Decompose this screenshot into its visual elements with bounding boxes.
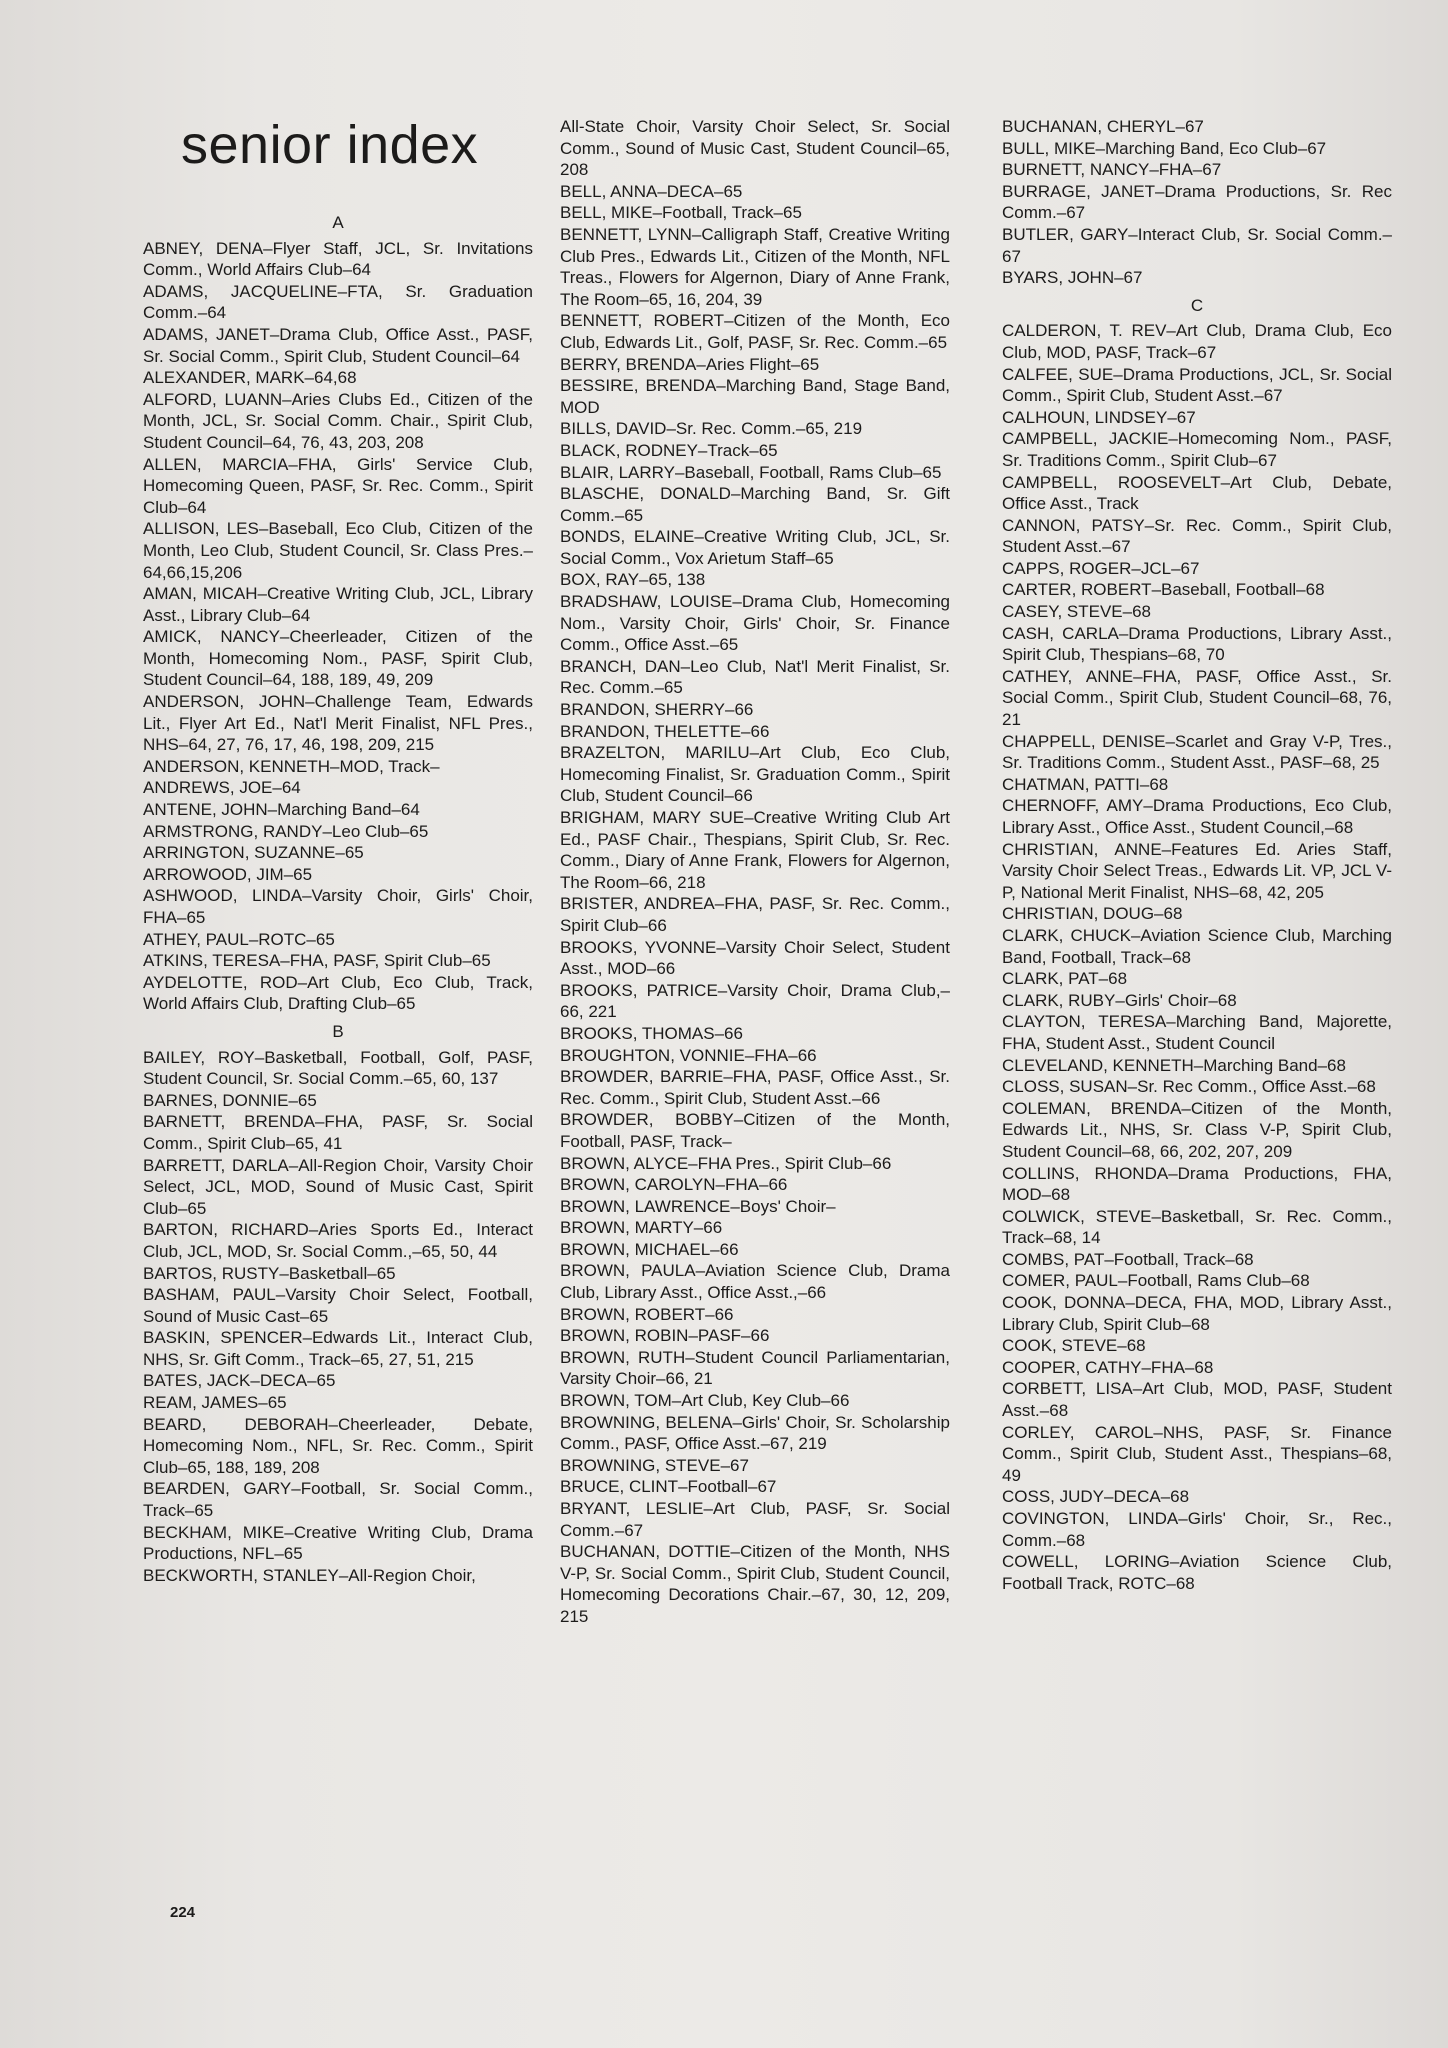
- index-entry: ARROWOOD, JIM–65: [143, 864, 313, 884]
- page-number: 224: [170, 1904, 196, 1921]
- index-column-2: [560, 116, 950, 1628]
- index-column-3: [1002, 116, 1392, 1594]
- index-entry: BRUCE, CLINT–Football–67: [560, 1477, 777, 1497]
- index-entry: CHATMAN, PATTI–68: [1002, 774, 1169, 794]
- index-entry: BROWNING, STEVE–67: [560, 1455, 749, 1475]
- index-entry: COLEMAN, BRENDA–Citizen of the Month, Edwards Lit., NHS, Sr. Class V-P, Spirit Club, Student Council–68, 66, 202, 207, 209: [1002, 1098, 1392, 1161]
- index-entry: CAPPS, ROGER–JCL–67: [1002, 558, 1200, 578]
- index-entry: BARRETT, DARLA–All-Region Choir, Varsity Choir Select, JCL, MOD, Sound of Music Cast, Spirit Club–65: [143, 1155, 533, 1218]
- index-entry: BRANDON, THELETTE–66: [560, 721, 770, 741]
- index-entry: BROOKS, THOMAS–66: [560, 1023, 743, 1043]
- index-entry: BLASCHE, DONALD–Marching Band, Sr. Gift Comm.–65: [560, 484, 950, 525]
- index-column-1: [143, 206, 533, 1586]
- index-entry: BROWDER, BOBBY–Citizen of the Month, Football, PASF, Track–: [560, 1110, 950, 1151]
- index-entry: ALLISON, LES–Baseball, Eco Club, Citizen of the Month, Leo Club, Student Council, Sr. Class Pres.–64,66,15,206: [143, 519, 533, 582]
- index-entry: BELL, ANNA–DECA–65: [560, 181, 743, 201]
- index-entry: BURRAGE, JANET–Drama Productions, Sr. Rec Comm.–67: [1002, 181, 1392, 223]
- page-title: senior index: [181, 115, 479, 175]
- index-entry: ANTENE, JOHN–Marching Band–64: [143, 800, 420, 820]
- index-entry: All-State Choir, Varsity Choir Select, Sr. Social Comm., Sound of Music Cast, Student Council–65, 208: [560, 117, 950, 180]
- index-entry: CLAYTON, TERESA–Marching Band, Majorette, FHA, Student Asst., Student Council: [1002, 1012, 1392, 1053]
- index-entry: BROWN, MICHAEL–66: [560, 1239, 739, 1259]
- index-entry: COLLINS, RHONDA–Drama Productions, FHA, MOD–68: [1002, 1163, 1392, 1205]
- index-entry: BROWN, TOM–Art Club, Key Club–66: [560, 1391, 850, 1411]
- index-entry: BESSIRE, BRENDA–Marching Band, Stage Band, MOD: [560, 376, 950, 417]
- index-entry: BROWNING, BELENA–Girls' Choir, Sr. Scholarship Comm., PASF, Office Asst.–67, 219: [560, 1412, 950, 1454]
- index-entry: BROWN, CAROLYN–FHA–66: [560, 1175, 788, 1195]
- index-entry: ATHEY, PAUL–ROTC–65: [143, 929, 335, 949]
- index-entry: REAM, JAMES–65: [143, 1393, 287, 1413]
- index-entry: BASHAM, PAUL–Varsity Choir Select, Football, Sound of Music Cast–65: [143, 1285, 533, 1326]
- index-entry: ADAMS, JANET–Drama Club, Office Asst., PASF, Sr. Social Comm., Spirit Club, Student Council–64: [143, 324, 533, 366]
- index-entry: BENNETT, LYNN–Calligraph Staff, Creative Writing Club Pres., Edwards Lit., Citizen of the Month, NFL Treas., Flowers for Algernon, Diary of Anne Frank, The Room–65, 16, 204, 39: [560, 224, 950, 309]
- index-entry: BILLS, DAVID–Sr. Rec. Comm.–65, 219: [560, 419, 863, 439]
- index-entry: BRIGHAM, MARY SUE–Creative Writing Club Art Ed., PASF Chair., Thespians, Spirit Club, Sr. Rec. Comm., Diary of Anne Frank, Flowers for Algernon, The Room–66, 218: [560, 808, 950, 892]
- index-entry: BARTON, RICHARD–Aries Sports Ed., Interact Club, JCL, MOD, Sr. Social Comm.,–65, 50, 44: [143, 1220, 533, 1261]
- index-entry: ALFORD, LUANN–Aries Clubs Ed., Citizen of the Month, JCL, Sr. Social Comm. Chair., Spirit Club, Student Council–64, 76, 43, 203, 208: [143, 389, 533, 452]
- index-entry: BROWN, ALYCE–FHA Pres., Spirit Club–66: [560, 1153, 892, 1173]
- index-entry: BROOKS, YVONNE–Varsity Choir Select, Student Asst., MOD–66: [560, 937, 950, 979]
- index-entry: BARNES, DONNIE–65: [143, 1090, 317, 1110]
- index-entry: ASHWOOD, LINDA–Varsity Choir, Girls' Choir, FHA–65: [143, 886, 533, 927]
- index-entry: ADAMS, JACQUELINE–FTA, Sr. Graduation Comm.–64: [143, 281, 533, 323]
- index-entry: COWELL, LORING–Aviation Science Club, Football Track, ROTC–68: [1002, 1552, 1392, 1593]
- index-entry: CARTER, ROBERT–Baseball, Football–68: [1002, 580, 1325, 600]
- index-entry: BELL, MIKE–Football, Track–65: [560, 203, 802, 223]
- index-entry: BYARS, JOHN–67: [1002, 268, 1143, 288]
- index-entry: CHRISTIAN, ANNE–Features Ed. Aries Staff, Varsity Choir Select Treas., Edwards Lit. VP, JCL V-P, National Merit Finalist, NHS–68, 42, 205: [1002, 839, 1392, 902]
- index-entry: BRAZELTON, MARILU–Art Club, Eco Club, Homecoming Finalist, Sr. Graduation Comm., Spirit Club, Student Council–66: [560, 743, 950, 806]
- index-entry: CHAPPELL, DENISE–Scarlet and Gray V-P, Tres., Sr. Traditions Comm., Student Asst., PASF–68, 25: [1002, 731, 1392, 773]
- index-entry: CATHEY, ANNE–FHA, PASF, Office Asst., Sr. Social Comm., Spirit Club, Student Council–68, 76, 21: [1002, 666, 1392, 730]
- index-entry: ALEXANDER, MARK–64,68: [143, 368, 357, 388]
- index-entry: CALDERON, T. REV–Art Club, Drama Club, Eco Club, MOD, PASF, Track–67: [1002, 321, 1392, 362]
- index-entry: BRADSHAW, LOUISE–Drama Club, Homecoming Nom., Varsity Choir, Girls' Choir, Sr. Finance Comm., Office Asst.–65: [560, 592, 950, 655]
- index-entry: CLARK, CHUCK–Aviation Science Club, Marching Band, Football, Track–68: [1002, 925, 1392, 967]
- index-entry: COMER, PAUL–Football, Rams Club–68: [1002, 1271, 1310, 1291]
- index-entry: BRYANT, LESLIE–Art Club, PASF, Sr. Social Comm.–67: [560, 1499, 950, 1540]
- index-entry: ANDREWS, JOE–64: [143, 778, 301, 798]
- index-entry: BROWN, PAULA–Aviation Science Club, Drama Club, Library Asst., Office Asst.,–66: [560, 1261, 950, 1303]
- index-entry: BROUGHTON, VONNIE–FHA–66: [560, 1045, 817, 1065]
- index-entry: CHRISTIAN, DOUG–68: [1002, 904, 1183, 924]
- index-entry: CLARK, RUBY–Girls' Choir–68: [1002, 990, 1237, 1010]
- index-entry: CLOSS, SUSAN–Sr. Rec Comm., Office Asst.–68: [1002, 1077, 1376, 1097]
- index-entry: CLARK, PAT–68: [1002, 969, 1128, 989]
- index-entry: BATES, JACK–DECA–65: [143, 1371, 336, 1391]
- index-entry: BROWN, ROBIN–PASF–66: [560, 1326, 770, 1346]
- index-entry: AYDELOTTE, ROD–Art Club, Eco Club, Track, World Affairs Club, Drafting Club–65: [143, 972, 533, 1014]
- index-entry: BROWN, MARTY–66: [560, 1218, 723, 1238]
- index-entry: ATKINS, TERESA–FHA, PASF, Spirit Club–65: [143, 951, 491, 971]
- index-entry: ANDERSON, KENNETH–MOD, Track–: [143, 756, 440, 776]
- index-entry: COOK, DONNA–DECA, FHA, MOD, Library Asst., Library Club, Spirit Club–68: [1002, 1293, 1392, 1334]
- section-letter: A: [332, 213, 344, 232]
- index-entry: BULL, MIKE–Marching Band, Eco Club–67: [1002, 138, 1327, 158]
- index-entry: BARNETT, BRENDA–FHA, PASF, Sr. Social Comm., Spirit Club–65, 41: [143, 1112, 533, 1153]
- index-entry: BARTOS, RUSTY–Basketball–65: [143, 1263, 396, 1283]
- index-entry: BONDS, ELAINE–Creative Writing Club, JCL, Sr. Social Comm., Vox Arietum Staff–65: [560, 527, 950, 568]
- index-entry: COOK, STEVE–68: [1002, 1336, 1146, 1356]
- index-entry: CASEY, STEVE–68: [1002, 602, 1151, 622]
- index-entry: BLACK, RODNEY–Track–65: [560, 440, 778, 460]
- index-entry: BROWN, LAWRENCE–Boys' Choir–: [560, 1196, 836, 1216]
- index-entry: CALFEE, SUE–Drama Productions, JCL, Sr. Social Comm., Spirit Club, Student Asst.–67: [1002, 364, 1392, 406]
- index-entry: BURNETT, NANCY–FHA–67: [1002, 160, 1222, 180]
- index-entry: BECKWORTH, STANLEY–All-Region Choir,: [143, 1565, 476, 1585]
- index-entry: BUCHANAN, CHERYL–67: [1002, 117, 1204, 136]
- index-entry: BUTLER, GARY–Interact Club, Sr. Social Comm.–67: [1002, 224, 1392, 266]
- index-entry: BUCHANAN, DOTTIE–Citizen of the Month, NHS V-P, Sr. Social Comm., Spirit Club, Student Council, Homecoming Decorations Chair.–67, 30, 12, 209, 215: [560, 1542, 950, 1626]
- index-entry: COMBS, PAT–Football, Track–68: [1002, 1249, 1254, 1269]
- index-entry: CLEVELAND, KENNETH–Marching Band–68: [1002, 1055, 1346, 1075]
- index-entry: ANDERSON, JOHN–Challenge Team, Edwards Lit., Flyer Art Ed., Nat'l Merit Finalist, NFL Pres., NHS–64, 27, 76, 17, 46, 198, 209, 215: [143, 692, 533, 755]
- index-entry: BRANDON, SHERRY–66: [560, 700, 754, 720]
- index-entry: BROOKS, PATRICE–Varsity Choir, Drama Club,–66, 221: [560, 980, 950, 1022]
- index-entry: CAMPBELL, JACKIE–Homecoming Nom., PASF, Sr. Traditions Comm., Spirit Club–67: [1002, 429, 1392, 470]
- index-entry: BRANCH, DAN–Leo Club, Nat'l Merit Finalist, Sr. Rec. Comm.–65: [560, 656, 950, 698]
- index-entry: CANNON, PATSY–Sr. Rec. Comm., Spirit Club, Student Asst.–67: [1002, 515, 1392, 557]
- index-entry: BROWN, RUTH–Student Council Parliamentarian, Varsity Choir–66, 21: [560, 1347, 950, 1389]
- index-entry: BOX, RAY–65, 138: [560, 570, 706, 590]
- index-entry: ALLEN, MARCIA–FHA, Girls' Service Club, Homecoming Queen, PASF, Sr. Rec. Comm., Spirit Club–64: [143, 454, 533, 517]
- index-entry: CORBETT, LISA–Art Club, MOD, PASF, Student Asst.–68: [1002, 1379, 1392, 1421]
- index-entry: BAILEY, ROY–Basketball, Football, Golf, PASF, Student Council, Sr. Social Comm.–65, 60, 137: [143, 1047, 533, 1089]
- index-entry: CORLEY, CAROL–NHS, PASF, Sr. Finance Comm., Spirit Club, Student Asst., Thespians–68, 49: [1002, 1422, 1392, 1485]
- index-entry: BECKHAM, MIKE–Creative Writing Club, Drama Productions, NFL–65: [143, 1522, 533, 1564]
- section-letter: C: [1190, 295, 1204, 315]
- index-entry: COSS, JUDY–DECA–68: [1002, 1487, 1190, 1507]
- index-entry: BERRY, BRENDA–Aries Flight–65: [560, 354, 820, 374]
- index-entry: COLWICK, STEVE–Basketball, Sr. Rec. Comm., Track–68, 14: [1002, 1206, 1392, 1248]
- index-entry: BROWDER, BARRIE–FHA, PASF, Office Asst., Sr. Rec. Comm., Spirit Club, Student Asst.–66: [560, 1067, 950, 1108]
- index-entry: CHERNOFF, AMY–Drama Productions, Eco Club, Library Asst., Office Asst., Student Council,–68: [1002, 796, 1392, 837]
- index-entry: COOPER, CATHY–FHA–68: [1002, 1357, 1214, 1377]
- index-entry: AMAN, MICAH–Creative Writing Club, JCL, Library Asst., Library Club–64: [143, 584, 533, 625]
- index-entry: BEARDEN, GARY–Football, Sr. Social Comm., Track–65: [143, 1479, 533, 1521]
- index-entry: BLAIR, LARRY–Baseball, Football, Rams Club–65: [560, 462, 942, 482]
- index-entry: CASH, CARLA–Drama Productions, Library Asst., Spirit Club, Thespians–68, 70: [1002, 623, 1392, 665]
- index-entry: ARMSTRONG, RANDY–Leo Club–65: [143, 821, 429, 841]
- index-entry: BEARD, DEBORAH–Cheerleader, Debate, Homecoming Nom., NFL, Sr. Rec. Comm., Spirit Club–65, 188, 189, 208: [143, 1414, 533, 1477]
- index-entry: CAMPBELL, ROOSEVELT–Art Club, Debate, Office Asst., Track: [1002, 472, 1392, 514]
- section-letter: B: [332, 1021, 344, 1041]
- index-entry: COVINGTON, LINDA–Girls' Choir, Sr., Rec., Comm.–68: [1002, 1509, 1392, 1550]
- index-entry: ARRINGTON, SUZANNE–65: [143, 843, 364, 863]
- index-entry: BENNETT, ROBERT–Citizen of the Month, Eco Club, Edwards Lit., Golf, PASF, Sr. Rec. Comm.–65: [560, 311, 950, 352]
- index-entry: BRISTER, ANDREA–FHA, PASF, Sr. Rec. Comm., Spirit Club–66: [560, 894, 950, 935]
- index-entry: CALHOUN, LINDSEY–67: [1002, 407, 1196, 427]
- index-entry: BASKIN, SPENCER–Edwards Lit., Interact Club, NHS, Sr. Gift Comm., Track–65, 27, 51, 215: [143, 1328, 533, 1369]
- index-entry: ABNEY, DENA–Flyer Staff, JCL, Sr. Invitations Comm., World Affairs Club–64: [143, 238, 533, 280]
- index-entry: AMICK, NANCY–Cheerleader, Citizen of the Month, Homecoming Nom., PASF, Spirit Club, Student Council–64, 188, 189, 49, 209: [143, 627, 533, 690]
- index-entry: BROWN, ROBERT–66: [560, 1304, 734, 1324]
